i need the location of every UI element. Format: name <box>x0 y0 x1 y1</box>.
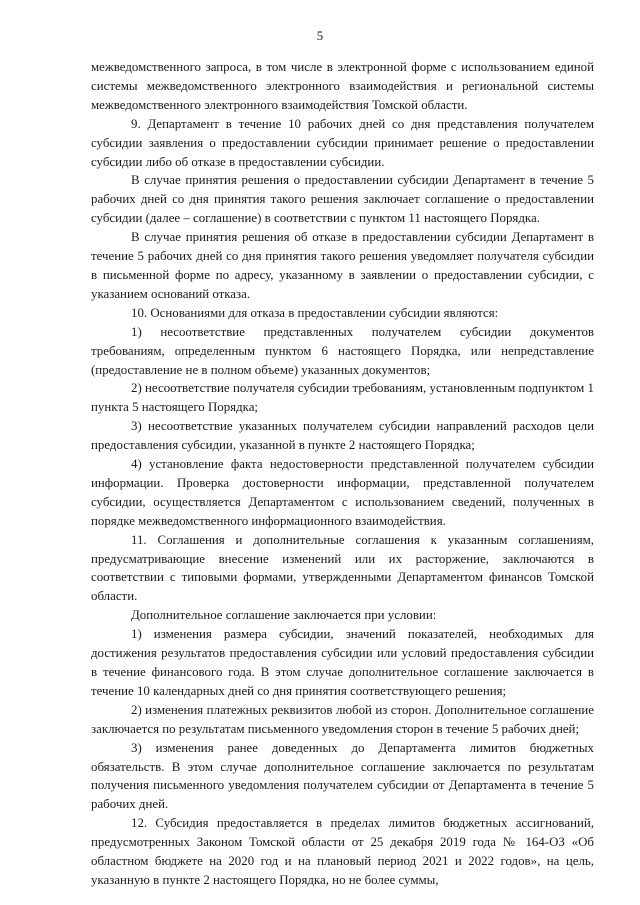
paragraph: В случае принятия решения об отказе в предоставлении субсидии Департамент в течение 5 рабочих дней со дня принятия такого решения уведомляет получателя субсидии в письменной форме по адресу, указанному в заявлении о предоставлении субсидии, с указанием оснований отказа. <box>91 230 594 301</box>
paragraph: 10. Основаниями для отказа в предоставлении субсидии являются: <box>131 305 499 320</box>
paragraph: 1) изменения размера субсидии, значений показателей, необходимых для достижения результатов предоставления субсидии или условий предоставления субсидии в течение финансового года. В этом случае дополнительное соглашение заключается в течение 10 календарных дней со дня принятия соответствующего решения; <box>91 627 594 698</box>
paragraph: 4) установление факта недостоверности представленной получателем субсидии информации. Проверка достоверности информации, представленной получателем субсидии, осуществляется Департаментом с использованием сведений, полученных в порядке межведомственного информационного взаимодействия. <box>91 457 594 528</box>
paragraph: 2) несоответствие получателя субсидии требованиям, установленным подпунктом 1 пункта 5 настоящего Порядка; <box>91 381 594 415</box>
paragraph: Дополнительное соглашение заключается при условии: <box>131 608 437 623</box>
paragraph: 11. Соглашения и дополнительные соглашения к указанным соглашениям, предусматривающие внесение изменений или их расторжение, заключаются в соответствии с типовыми формами, утвержденными Департаментом финансов Томской области. <box>91 532 594 604</box>
paragraph: 12. Субсидия предоставляется в пределах лимитов бюджетных ассигнований, предусмотренных Законом Томской области от 25 декабря 2019 года № 164-ОЗ «Об областном бюджете на 2020 год и на плановый период 2021 и 2022 годов», на цель, указанную в пункте 2 настоящего Порядка, но не более суммы, <box>91 816 594 887</box>
paragraph: 3) несоответствие указанных получателем субсидии направлений расходов цели предоставления субсидии, указанной в пункте 2 настоящего Порядка; <box>91 419 594 453</box>
page-number: 5 <box>316 29 324 43</box>
paragraph: В случае принятия решения о предоставлении субсидии Департамент в течение 5 рабочих дней со дня принятия такого решения заключает соглашение о предоставлении субсидии (далее – соглашение) в соответствии с пунктом 11 настоящего Порядка. <box>91 173 594 226</box>
paragraph: межведомственного запроса, в том числе в электронной форме с использованием единой системы межведомственного электронного взаимодействия и региональной системы межведомственного электронного взаимодействия Томской области. <box>91 60 594 112</box>
paragraph: 9. Департамент в течение 10 рабочих дней со дня представления получателем субсидии заявления о предоставлении субсидии принимает решение о предоставлении субсидии либо об отказе в предоставлении субсидии. <box>91 116 594 169</box>
document-body <box>91 58 594 890</box>
paragraph: 2) изменения платежных реквизитов любой из сторон. Дополнительное соглашение заключается по результатам письменного уведомления сторон в течение 5 рабочих дней; <box>91 702 594 736</box>
paragraph: 1) несоответствие представленных получателем субсидии документов требованиям, определенным пунктом 6 настоящего Порядка, или непредставление (предоставление не в полном объеме) указанных документов; <box>91 324 594 377</box>
paragraph: 3) изменения ранее доведенных до Департамента лимитов бюджетных обязательств. В этом случае дополнительное соглашение заключается по результатам получения письменного уведомления получателем субсидии от Департамента в течение 5 рабочих дней. <box>91 740 594 812</box>
